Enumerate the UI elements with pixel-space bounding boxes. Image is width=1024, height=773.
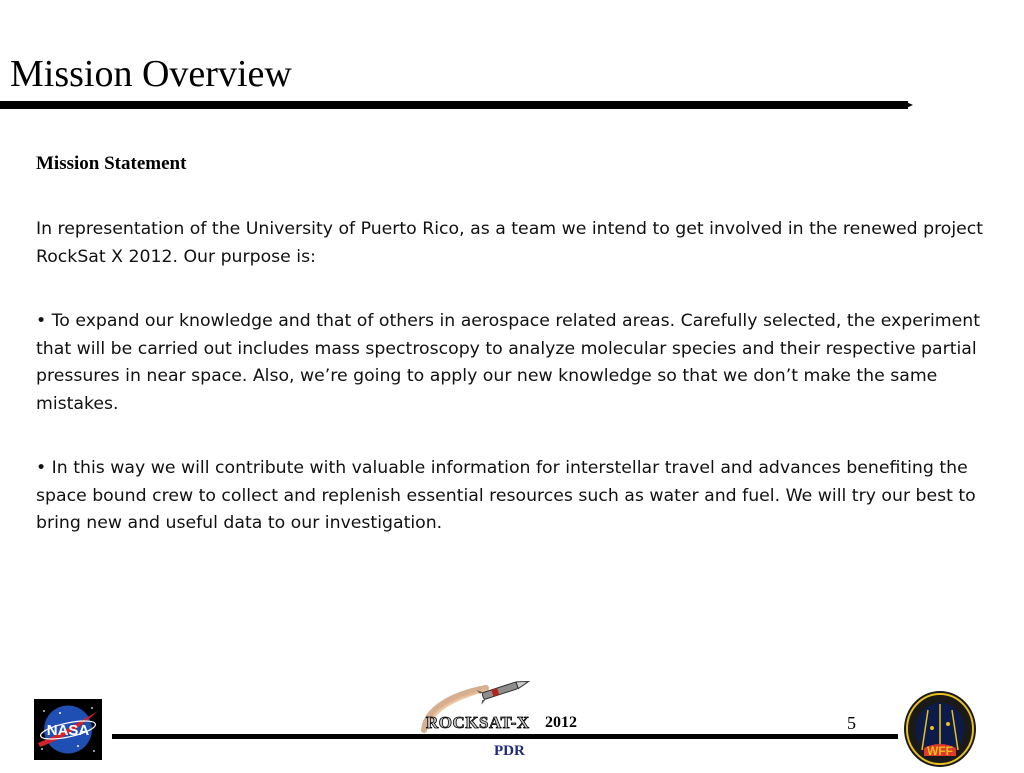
- title-divider-tip: [904, 101, 913, 109]
- pdr-label: PDR: [494, 743, 525, 759]
- wff-logo-text: WFF: [927, 744, 953, 758]
- wff-mission-patch: [902, 688, 978, 768]
- nasa-logo: [34, 699, 102, 760]
- section-heading: Mission Statement: [36, 153, 187, 174]
- bullet-paragraph: • To expand our knowledge and that of others in aerospace related areas. Carefully selected, the experiment that will be carried out includes mass spectroscopy to analyze molecular species and their respective partial pressures in near space. Also, we’re going to apply our new knowledge so that we don’t make the same mistakes.: [36, 311, 980, 414]
- rocksat-logo-text: ROCKSAT-X: [426, 713, 530, 732]
- slide-title: Mission Overview: [10, 53, 292, 95]
- page-number: 5: [847, 713, 856, 733]
- slide-body: [36, 150, 996, 575]
- bullet-paragraph: • In this way we will contribute with valuable information for interstellar travel and advances benefiting the space bound crew to collect and replenish essential resources such as water and fuel. We will try our best to bring new and useful data to our investigation.: [36, 458, 976, 533]
- intro-paragraph: In representation of the University of Puerto Rico, as a team we intend to get involved in the renewed project RockSat X 2012. Our purpose is:: [36, 219, 984, 267]
- rocksat-logo-year: 2012: [545, 714, 577, 731]
- nasa-logo-text: NASA: [46, 722, 90, 739]
- title-divider: [0, 101, 908, 109]
